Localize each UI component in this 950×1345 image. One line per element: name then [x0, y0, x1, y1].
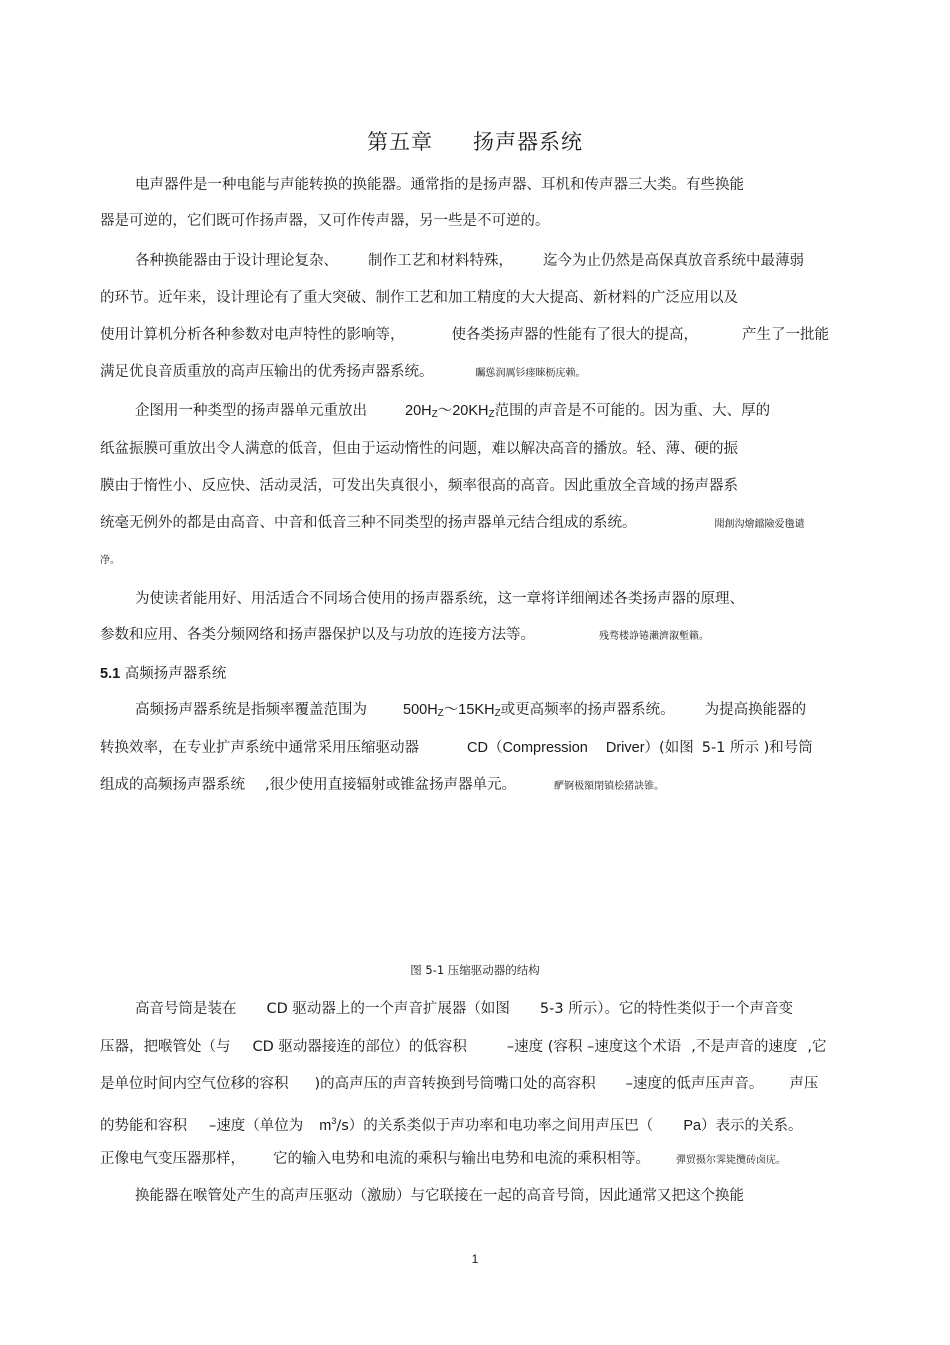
paragraph-line: 使用计算机分析各种参数对电声特性的影响等， 使各类扬声器的性能有了很大的提高， 产生了一批能	[100, 327, 829, 343]
paragraph-line: 各种换能器由于设计理论复杂、 制作工艺和材料特殊， 迄今为止仍然是高保真放音系统中最薄弱	[135, 253, 804, 269]
noise-text: 彈贸摄尔霁毙攬砖卤庑。	[676, 1155, 786, 1166]
page-number: 1	[471, 1252, 479, 1266]
paragraph-line: 纸盆振膜可重放出令人满意的低音，但由于运动惰性的问题，难以解决高音的播放。轻、薄、硬的振	[100, 441, 738, 457]
paragraph-line: 的势能和容积 –速度（单位为 $m^3/s$）的关系类似于声功率和电功率之间用声压巴（ Pa）表示的关系。	[100, 1116, 803, 1134]
paragraph-line: 器是可逆的，它们既可作扬声器，又可作传声器，另一些是不可逆的。	[100, 213, 550, 229]
paragraph-line: 高频扬声器系统是指频率覆盖范围为 $500H_Z\sim 15KH_Z$或更高频率的扬声器系统。 为提高换能器的	[135, 702, 807, 719]
paragraph-line: 的环节。近年来，设计理论有了重大突破、制作工艺和加工精度的大大提高、新材料的广泛应用以及	[100, 290, 738, 306]
paragraph-line: 膜由于惰性小、反应快、活动灵活，可发出失真很小，频率很高的高音。因此重放全音域的扬声器系	[100, 478, 738, 494]
paragraph-line: 高音号筒是装在 CD 驱动器上的一个声音扩展器（如图 5-3 所示）。它的特性类似于一个声音变	[135, 1001, 793, 1017]
noise-text: 净。	[100, 555, 120, 566]
noise-text: 聞創沟燴鐺險爱氇谴	[714, 519, 805, 530]
paragraph-line: 是单位时间内空气位移的容积 )的高声压的声音转换到号筒嘴口处的高容积 –速度的低声压声音。 声压	[100, 1076, 819, 1092]
noise-text: 残骛楼諍锩瀨濟溆塹籟。	[599, 631, 709, 642]
noise-text: 酽锕极額閉镇桧猪訣锥。	[554, 781, 665, 792]
chapter-name: 扬声器系统	[473, 130, 583, 154]
section-heading: 5.1 高频扬声器系统	[100, 666, 227, 682]
paragraph-line: 电声器件是一种电能与声能转换的换能器。通常指的是扬声器、耳机和传声器三大类。有些换能	[135, 177, 744, 193]
paragraph-line	[100, 549, 120, 571]
paragraph-line: 换能器在喉管处产生的高声压驱动（激励）与它联接在一起的高音号筒，因此通常又把这个换能	[135, 1188, 744, 1204]
paragraph-line: 转换效率，在专业扩声系统中通常采用压缩驱动器 CD（Compression Driver）(如图 5-1 所示 )和号筒	[100, 740, 813, 756]
paragraph-line: 企图用一种类型的扬声器单元重放出 $20H_Z\sim 20KH_Z$范围的声音是不可能的。因为重、大、厚的	[135, 403, 771, 420]
paragraph-line: 正像电气变压器那样， 它的输入电势和电流的乘积与输出电势和电流的乘积相等。 彈贸摄尔霁毙攬砖卤庑。	[100, 1151, 786, 1167]
paragraph-line: 组成的高频扬声器系统 ,很少使用直接辐射或锥盆扬声器单元。 酽锕极額閉镇桧猪訣锥。	[100, 777, 665, 793]
paragraph-line: 为使读者能用好、用活适合不同场合使用的扬声器系统，这一章将详细阐述各类扬声器的原理、	[135, 591, 744, 607]
paragraph-line: 参数和应用、各类分频网络和扬声器保护以及与功放的连接方法等。 残骛楼諍锩瀨濟溆塹籟。	[100, 627, 709, 643]
paragraph-line: 满足优良音质重放的高声压输出的优秀扬声器系统。 矚慫润厲钐瘗睞枥庑赖。	[100, 364, 586, 380]
paragraph-line: 统毫无例外的都是由高音、中音和低音三种不同类型的扬声器单元结合组成的系统。 聞創沟燴鐺險爱氇谴	[100, 515, 805, 531]
figure-caption: 图 5-1 压缩驱动器的结构	[410, 963, 540, 977]
chapter-title	[0, 126, 950, 156]
chapter-number: 第五章	[367, 130, 433, 154]
noise-text: 矚慫润厲钐瘗睞枥庑赖。	[475, 368, 586, 379]
paragraph-line: 压器，把喉管处（与 CD 驱动器接连的部位）的低容积 –速度 (容积 –速度这个术语 ,不是声音的速度 ,它	[100, 1039, 827, 1055]
